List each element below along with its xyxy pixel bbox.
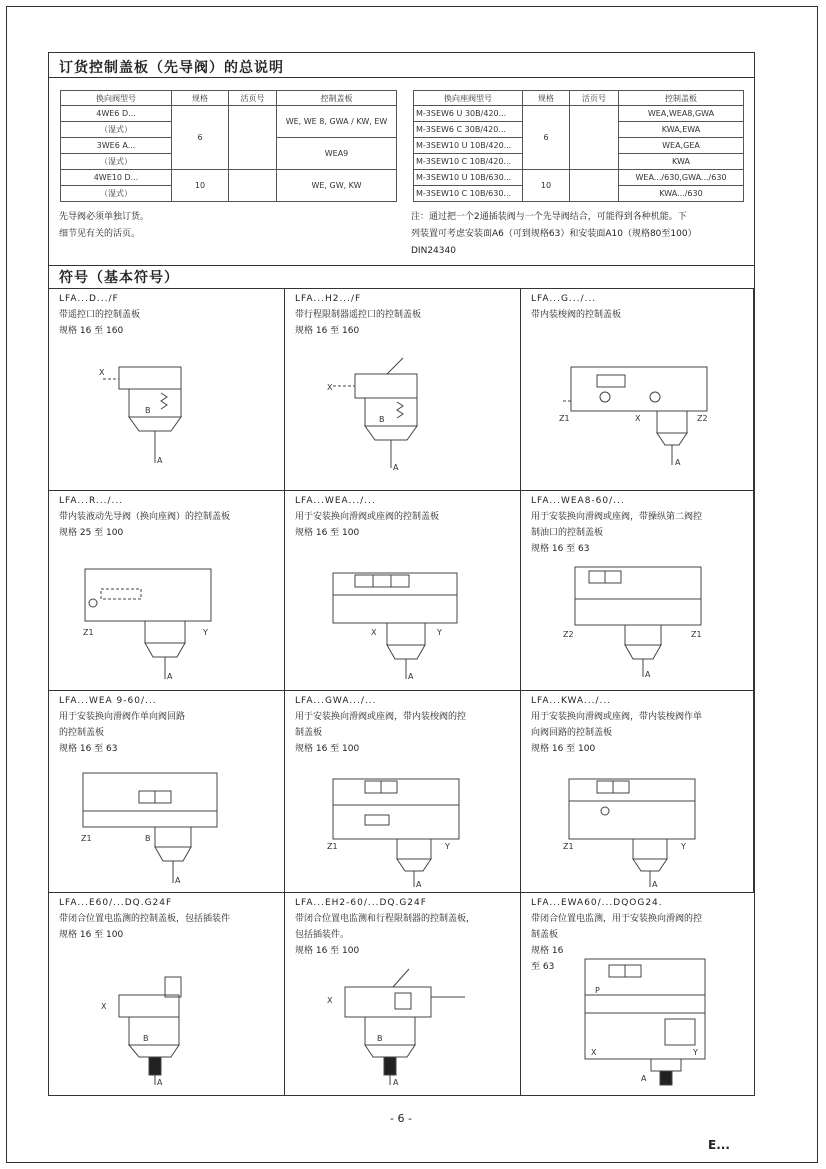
catalog-page (48, 52, 755, 1096)
port-label: X (635, 414, 641, 423)
note-line: 注：通过把一个2通插装阀与一个先导阀结合，可能得到各种机能。下 (411, 212, 687, 222)
symbol-cell (49, 491, 285, 691)
table-cell: （湿式） (61, 122, 172, 138)
hydraulic-symbol (325, 963, 475, 1089)
description: 规格 16 至 100 (295, 744, 360, 754)
model-code: LFA...GWA.../... (295, 696, 377, 706)
symbol-cell (49, 691, 285, 893)
table-cell: 10 (172, 170, 229, 202)
col-header: 控制盖板 (277, 91, 397, 106)
seat-valve-table (413, 90, 744, 202)
model-code: LFA...D.../F (59, 294, 119, 304)
hydraulic-symbol (325, 565, 465, 685)
port-label: A (416, 880, 422, 889)
port-label: Z1 (83, 628, 94, 637)
table-cell: 6 (172, 106, 229, 170)
note-line: 列装置可考虑安装面A6（可到规格63）和安装面A10（规格80至100） (411, 229, 697, 239)
description: 规格 16 (531, 946, 564, 956)
note-line: DIN24340 (411, 246, 456, 256)
description: 规格 16 至 100 (295, 528, 360, 538)
port-label: Z1 (563, 842, 574, 851)
description: 用于安装换向滑阀或座阀，带操纵第二阀控 (531, 512, 703, 522)
table-cell: KWA.../630 (619, 186, 744, 202)
table-cell: WEA9 (277, 138, 397, 170)
description: 的控制盖板 (59, 728, 105, 738)
description: 规格 16 至 63 (59, 744, 118, 754)
description: 用于安装换向滑阀或座阀的控制盖板 (295, 512, 440, 522)
table-cell: WEA.../630,GWA.../630 (619, 170, 744, 186)
table-cell: WEA,GEA (619, 138, 744, 154)
symbol-cell (285, 289, 521, 491)
note-line: 细节见有关的活页。 (59, 229, 141, 239)
table-cell: （湿式） (61, 154, 172, 170)
port-label: A (157, 1078, 163, 1087)
col-header: 换向座阀型号 (414, 91, 523, 106)
hydraulic-symbol (99, 359, 219, 469)
port-label: Z2 (697, 414, 708, 423)
hydraulic-symbol (325, 354, 455, 474)
hydraulic-symbol (99, 973, 219, 1089)
description: 规格 16 至 160 (295, 326, 360, 336)
symbol-cell (521, 289, 754, 491)
table-cell: 3WE6 A... (61, 138, 172, 154)
table-cell: 6 (523, 106, 570, 170)
table-cell: M-3SEW6 C 30B/420... (414, 122, 523, 138)
port-label: Z1 (81, 834, 92, 843)
description: 用于安装换向滑阀或座阀，带内装梭阀的控 (295, 712, 467, 722)
port-label: Y (693, 1048, 698, 1057)
port-label: Z1 (559, 414, 570, 423)
port-label: X (327, 996, 333, 1005)
port-label: Y (681, 842, 686, 851)
description: 规格 16 至 100 (531, 744, 596, 754)
page-number: - 6 - (390, 1112, 412, 1125)
port-label: Y (203, 628, 208, 637)
hydraulic-symbol (561, 561, 711, 681)
port-label: X (591, 1048, 597, 1057)
port-label: A (675, 458, 681, 467)
symbol-cell (285, 691, 521, 893)
order-note (59, 209, 149, 243)
description: 规格 16 至 100 (295, 946, 360, 956)
table-cell: M-3SEW10 C 10B/420... (414, 154, 523, 170)
description: 至 63 (531, 962, 555, 972)
table-cell: （湿式） (61, 186, 172, 202)
hydraulic-symbol (325, 765, 475, 889)
symbol-cell (49, 893, 285, 1095)
port-label: A (393, 463, 399, 472)
symbol-cell (285, 491, 521, 691)
model-code: LFA...WEA 9-60/... (59, 696, 157, 706)
hydraulic-symbol (561, 765, 711, 889)
port-label: Y (437, 628, 442, 637)
table-cell (229, 106, 277, 170)
port-label: B (143, 1034, 149, 1043)
port-label: Z2 (563, 630, 574, 639)
table-cell: WEA,WEA8,GWA (619, 106, 744, 122)
port-label: B (377, 1034, 383, 1043)
col-header: 活页号 (229, 91, 277, 106)
col-header: 规格 (523, 91, 570, 106)
table-cell (229, 170, 277, 202)
port-label: Y (445, 842, 450, 851)
port-label: A (393, 1078, 399, 1087)
col-header: 规格 (172, 91, 229, 106)
table-cell: 4WE6 D... (61, 106, 172, 122)
description: 带闭合位置电监测，用于安装换向滑阀的控 (531, 914, 703, 924)
description: 制油口的控制盖板 (531, 528, 604, 538)
col-header: 活页号 (570, 91, 619, 106)
table-cell: KWA (619, 154, 744, 170)
port-label: A (645, 670, 651, 679)
description: 用于安装换向滑阀或座阀，带内装梭阀作单 (531, 712, 703, 722)
table-cell: 10 (523, 170, 570, 202)
description: 带闭合位置电监测和行程限制器的控制盖板， (295, 914, 476, 924)
description: 制盖板 (531, 930, 559, 940)
port-label: Z1 (691, 630, 702, 639)
table-cell: M-3SEW10 U 10B/630... (414, 170, 523, 186)
model-code: LFA...WEA8-60/... (531, 496, 625, 506)
col-header: 控制盖板 (619, 91, 744, 106)
table-cell: 4WE10 D... (61, 170, 172, 186)
table-cell: M-3SEW10 C 10B/630... (414, 186, 523, 202)
port-label: A (408, 672, 414, 681)
description: 制盖板 (295, 728, 323, 738)
table-cell: KWA,EWA (619, 122, 744, 138)
table-cell (570, 106, 619, 170)
description: 带内装液动先导阀（换向座阀）的控制盖板 (59, 512, 231, 522)
description: 规格 16 至 160 (59, 326, 124, 336)
port-label: B (379, 415, 385, 424)
port-label: A (157, 456, 163, 465)
model-code: LFA...E60/...DQ.G24F (59, 898, 173, 908)
model-code: LFA...EH2-60/...DQ.G24F (295, 898, 427, 908)
port-label: X (101, 1002, 107, 1011)
port-label: A (167, 672, 173, 681)
hydraulic-symbol (79, 769, 229, 889)
port-label: X (99, 368, 105, 377)
model-code: LFA...WEA.../... (295, 496, 376, 506)
symbol-cell (521, 691, 754, 893)
hydraulic-symbol (81, 565, 221, 685)
symbol-grid (49, 289, 754, 1095)
section2-title: 符号（基本符号） (59, 270, 179, 286)
description: 用于安装换向滑阀作单向阀回路 (59, 712, 186, 722)
brand-logo: E... (708, 1138, 730, 1152)
symbol-cell (49, 289, 285, 491)
model-code: LFA...R.../... (59, 496, 124, 506)
port-label: A (652, 880, 658, 889)
note-line: 先导阀必须单独订货。 (59, 212, 150, 222)
symbol-cell (285, 893, 521, 1095)
divider (49, 77, 754, 78)
description: 带内装梭阀的控制盖板 (531, 310, 622, 320)
col-header: 换向阀型号 (61, 91, 172, 106)
table-cell: M-3SEW6 U 30B/420... (414, 106, 523, 122)
description: 带遥控口的控制盖板 (59, 310, 141, 320)
port-label: X (371, 628, 377, 637)
divider (49, 265, 754, 266)
port-label: A (175, 876, 181, 885)
description: 带行程限制器遥控口的控制盖板 (295, 310, 422, 320)
description: 规格 16 至 100 (59, 930, 124, 940)
section1-title: 订货控制盖板（先导阀）的总说明 (59, 60, 284, 76)
table-cell (570, 170, 619, 202)
description: 带闭合位置电监测的控制盖板，包括插装件 (59, 914, 231, 924)
table-cell: WE, WE 8, GWA / KW, EW (277, 106, 397, 138)
symbol-cell (521, 893, 754, 1095)
model-code: LFA...EWA60/...DQOG24. (531, 898, 663, 908)
model-code: LFA...H2.../F (295, 294, 362, 304)
description: 规格 25 至 100 (59, 528, 124, 538)
port-label: B (145, 406, 151, 415)
port-label: P (595, 986, 600, 995)
description: 向阀回路的控制盖板 (531, 728, 613, 738)
table-cell: M-3SEW10 U 10B/420... (414, 138, 523, 154)
function-note (411, 209, 697, 260)
model-code: LFA...G.../... (531, 294, 597, 304)
description: 包括插装件。 (295, 930, 350, 940)
port-label: Z1 (327, 842, 338, 851)
description: 规格 16 至 63 (531, 544, 590, 554)
model-code: LFA...KWA.../... (531, 696, 612, 706)
port-label: A (641, 1074, 647, 1083)
hydraulic-symbol (557, 361, 717, 471)
symbol-cell (521, 491, 754, 691)
pilot-valve-table (60, 90, 397, 202)
port-label: X (327, 383, 333, 392)
hydraulic-symbol (581, 955, 741, 1089)
port-label: B (145, 834, 151, 843)
table-cell: WE, GW, KW (277, 170, 397, 202)
